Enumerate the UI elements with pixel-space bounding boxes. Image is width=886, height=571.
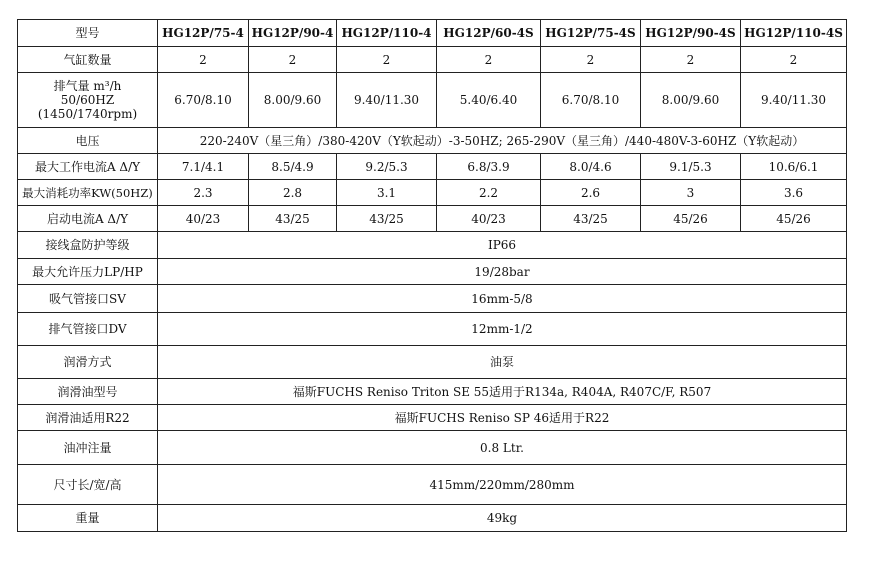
value-cell: 2 bbox=[541, 47, 641, 73]
spec-table bbox=[17, 19, 847, 532]
row-label: 润滑油适用R22 bbox=[18, 405, 158, 431]
header-label: 型号 bbox=[18, 20, 158, 47]
value-cell: 43/25 bbox=[541, 206, 641, 232]
value-cell: 2.6 bbox=[541, 180, 641, 206]
value-cell: 3 bbox=[641, 180, 741, 206]
value-cell: 6.70/8.10 bbox=[158, 73, 249, 128]
value-cell: 2 bbox=[741, 47, 847, 73]
model-cell: HG12P/75-4S bbox=[541, 20, 641, 47]
value-cell: 2 bbox=[249, 47, 337, 73]
value-cell: 6.8/3.9 bbox=[437, 154, 541, 180]
oil-type-row bbox=[18, 379, 847, 405]
row-label: 尺寸长/宽/高 bbox=[18, 465, 158, 505]
model-cell: HG12P/60-4S bbox=[437, 20, 541, 47]
value-cell: 49kg bbox=[158, 505, 847, 532]
value-cell: 2 bbox=[158, 47, 249, 73]
value-cell: 油泵 bbox=[158, 346, 847, 379]
value-cell: 2.8 bbox=[249, 180, 337, 206]
row-label: 重量 bbox=[18, 505, 158, 532]
value-cell: 3.6 bbox=[741, 180, 847, 206]
value-cell: 8.00/9.60 bbox=[641, 73, 741, 128]
oil-r22-row bbox=[18, 405, 847, 431]
model-cell: HG12P/90-4S bbox=[641, 20, 741, 47]
value-cell: 12mm-1/2 bbox=[158, 313, 847, 346]
model-cell: HG12P/75-4 bbox=[158, 20, 249, 47]
value-cell: 7.1/4.1 bbox=[158, 154, 249, 180]
oil-charge-row bbox=[18, 431, 847, 465]
value-cell: 6.70/8.10 bbox=[541, 73, 641, 128]
model-cell: HG12P/90-4 bbox=[249, 20, 337, 47]
value-cell: 2.2 bbox=[437, 180, 541, 206]
row-label: 最大允许压力LP/HP bbox=[18, 259, 158, 285]
voltage-row bbox=[18, 128, 847, 154]
value-cell: 8.00/9.60 bbox=[249, 73, 337, 128]
value-cell: 9.1/5.3 bbox=[641, 154, 741, 180]
value-cell: 43/25 bbox=[249, 206, 337, 232]
weight-row bbox=[18, 505, 847, 532]
protection-row bbox=[18, 232, 847, 259]
value-cell: 2 bbox=[641, 47, 741, 73]
value-cell: 40/23 bbox=[158, 206, 249, 232]
max-pressure-row bbox=[18, 259, 847, 285]
row-label: 最大消耗功率KW(50HZ) bbox=[18, 180, 158, 206]
row-label: 润滑油型号 bbox=[18, 379, 158, 405]
discharge-row bbox=[18, 313, 847, 346]
model-cell: HG12P/110-4 bbox=[337, 20, 437, 47]
label-line: 排气量 m³/h bbox=[53, 79, 122, 93]
value-cell: 2.3 bbox=[158, 180, 249, 206]
row-label: 接线盒防护等级 bbox=[18, 232, 158, 259]
row-label: 吸气管接口SV bbox=[18, 285, 158, 313]
value-cell: 5.40/6.40 bbox=[437, 73, 541, 128]
label-line: 50/60HZ bbox=[60, 93, 115, 107]
value-cell: 9.2/5.3 bbox=[337, 154, 437, 180]
row-label: 油冲注量 bbox=[18, 431, 158, 465]
value-cell: 0.8 Ltr. bbox=[158, 431, 847, 465]
value-cell: 2 bbox=[437, 47, 541, 73]
row-label: 气缸数量 bbox=[18, 47, 158, 73]
value-cell: 16mm-5/8 bbox=[158, 285, 847, 313]
value-cell: 10.6/6.1 bbox=[741, 154, 847, 180]
row-label: 电压 bbox=[18, 128, 158, 154]
start-current-row bbox=[18, 206, 847, 232]
row-label: 排气管接口DV bbox=[18, 313, 158, 346]
value-cell: 9.40/11.30 bbox=[337, 73, 437, 128]
value-cell: 8.5/4.9 bbox=[249, 154, 337, 180]
value-cell: 福斯FUCHS Reniso Triton SE 55适用于R134a, R404A, R407C/F, R507 bbox=[158, 379, 847, 405]
value-cell: 福斯FUCHS Reniso SP 46适用于R22 bbox=[158, 405, 847, 431]
model-cell: HG12P/110-4S bbox=[741, 20, 847, 47]
row-label: 最大工作电流A Δ/Y bbox=[18, 154, 158, 180]
row-label bbox=[18, 73, 158, 128]
value-cell: 19/28bar bbox=[158, 259, 847, 285]
dimensions-row bbox=[18, 465, 847, 505]
value-cell: 45/26 bbox=[641, 206, 741, 232]
value-cell: 40/23 bbox=[437, 206, 541, 232]
label-line: (1450/1740rpm) bbox=[37, 107, 138, 121]
value-cell: 415mm/220mm/280mm bbox=[158, 465, 847, 505]
value-cell: IP66 bbox=[158, 232, 847, 259]
value-cell: 220-240V（星三角）/380-420V（Y软起动）-3-50HZ; 265-290V（星三角）/440-480V-3-60HZ（Y软起动） bbox=[158, 128, 847, 154]
max-current-row bbox=[18, 154, 847, 180]
max-power-row bbox=[18, 180, 847, 206]
value-cell: 2 bbox=[337, 47, 437, 73]
suction-row bbox=[18, 285, 847, 313]
cylinders-row bbox=[18, 47, 847, 73]
value-cell: 9.40/11.30 bbox=[741, 73, 847, 128]
lubrication-row bbox=[18, 346, 847, 379]
header-row bbox=[18, 20, 847, 47]
displacement-row bbox=[18, 73, 847, 128]
row-label: 启动电流A Δ/Y bbox=[18, 206, 158, 232]
value-cell: 43/25 bbox=[337, 206, 437, 232]
value-cell: 45/26 bbox=[741, 206, 847, 232]
value-cell: 8.0/4.6 bbox=[541, 154, 641, 180]
row-label: 润滑方式 bbox=[18, 346, 158, 379]
value-cell: 3.1 bbox=[337, 180, 437, 206]
